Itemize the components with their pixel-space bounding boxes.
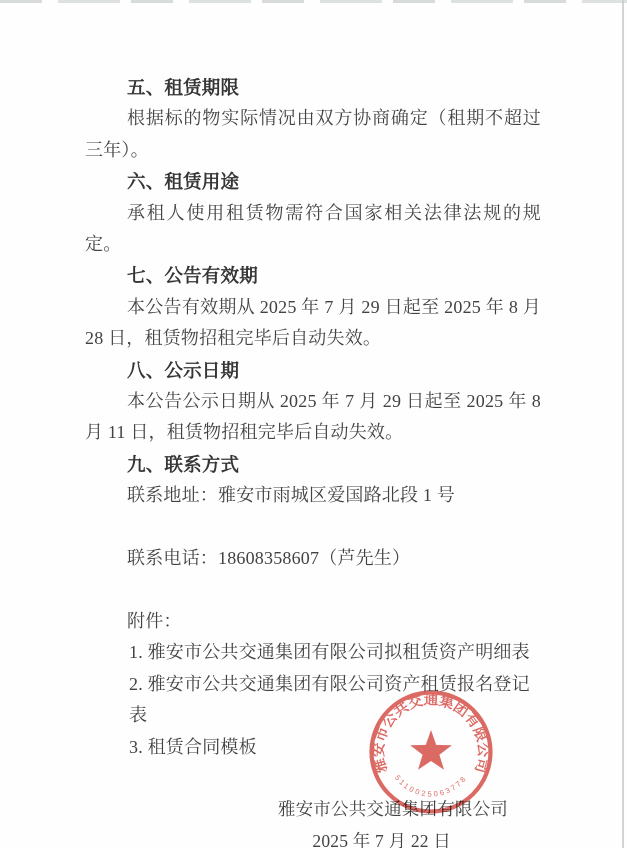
signature-company-name: 雅安市公共交通集团有限公司 <box>277 799 508 820</box>
blank-line <box>85 574 541 605</box>
section-heading: 五、租赁期限 <box>127 77 240 98</box>
paragraph: 联系电话：18608358607（芦先生） <box>127 548 411 569</box>
paragraph: 承租人使用租赁物需符合国家相关法律法规的规定。 <box>85 202 541 255</box>
paragraph: 联系地址：雅安市雨城区爱国路北段 1 号 <box>127 485 455 506</box>
seal-ring-text: 雅安市公共交通集团有限公司 <box>371 692 491 775</box>
paragraph: 附件： <box>127 610 182 631</box>
blank-line <box>85 763 541 794</box>
seal-code-text: 5110025063778 <box>392 773 470 799</box>
paragraph: 本公告公示日期从 2025 年 7 月 29 日起至 2025 年 8 月 11 日，租赁物招租完毕后自动失效。 <box>85 391 541 443</box>
section-heading: 六、租赁用途 <box>127 171 240 193</box>
attachment-item: 1. 雅安市公共交通集团有限公司拟租赁资产明细表 <box>129 642 530 663</box>
signature-date: 2025 年 7 月 22 日 <box>312 830 451 848</box>
scan-artifact-right-edge <box>622 0 624 848</box>
attachment-item: 3. 租赁合同模板 <box>129 736 257 757</box>
section-heading: 七、公告有效期 <box>127 265 258 287</box>
section-heading: 九、联系方式 <box>127 453 240 475</box>
paragraph: 根据标的物实际情况由双方协商确定（租期不超过三年）。 <box>85 108 541 160</box>
document-body <box>85 72 541 848</box>
attachment-item: 2. 雅安市公共交通集团有限公司资产租赁报名登记表 <box>129 673 530 726</box>
section-heading: 八、公示日期 <box>127 359 240 381</box>
paragraph: 本公告有效期从 2025 年 7 月 29 日起至 2025 年 8 月 28 日，租赁物招租完毕后自动失效。 <box>85 296 541 349</box>
blank-line <box>85 512 541 543</box>
scan-artifact-top-edge <box>0 0 627 3</box>
